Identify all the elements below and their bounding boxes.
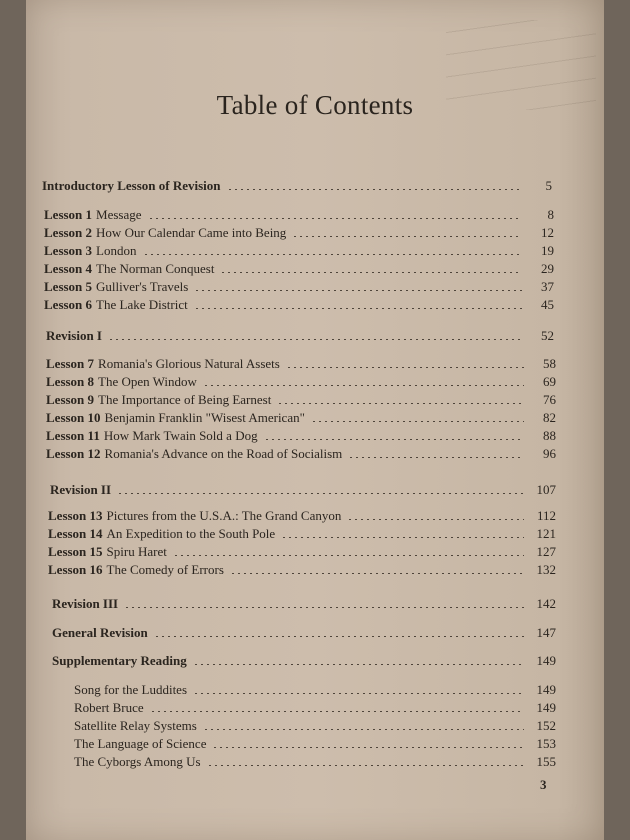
lesson-number: Lesson 11 (46, 428, 100, 443)
toc-entry (46, 328, 554, 344)
dot-leader (148, 218, 522, 219)
dot-leader (286, 367, 524, 368)
entry-page-number: 153 (536, 736, 556, 751)
lesson-number: Lesson 13 (48, 508, 103, 523)
dot-leader (193, 664, 524, 665)
entry-title: Introductory Lesson of Revision (42, 178, 221, 193)
toc-entry (44, 297, 554, 313)
lesson-number: Lesson 5 (44, 279, 93, 294)
dot-leader (264, 439, 524, 440)
entry-page-number: 45 (541, 297, 554, 312)
entry-page-number: 142 (536, 596, 556, 611)
dot-leader (230, 573, 524, 574)
toc-entry (74, 700, 556, 716)
dot-leader (227, 189, 520, 190)
lesson-number: Lesson 14 (48, 526, 103, 541)
entry-title: The Comedy of Errors (106, 562, 224, 577)
toc-entry (74, 736, 556, 752)
entry-page-number: 132 (536, 562, 556, 577)
dot-leader (203, 729, 524, 730)
toc-entry (44, 207, 554, 223)
dot-leader (143, 254, 523, 255)
dot-leader (203, 385, 524, 386)
entry-page-number: 121 (536, 526, 556, 541)
entry-title: Benjamin Franklin "Wisest American" (104, 410, 305, 425)
entry-page-number: 149 (536, 700, 556, 715)
dot-leader (150, 711, 524, 712)
toc-entry (44, 261, 554, 277)
dot-leader (173, 555, 524, 556)
lesson-number: Lesson 7 (46, 356, 95, 371)
page-number: 3 (540, 777, 547, 792)
toc-entry (46, 428, 556, 444)
entry-page-number: 96 (543, 446, 556, 461)
entry-title: Romania's Advance on the Road of Socialism (104, 446, 343, 461)
lesson-number: Lesson 12 (46, 446, 101, 461)
toc-entry (48, 526, 556, 542)
toc-entry (42, 178, 552, 194)
entry-page-number: 82 (543, 410, 556, 425)
lesson-number: Lesson 15 (48, 544, 103, 559)
entry-page-number: 52 (541, 328, 554, 343)
toc-entry (46, 392, 556, 408)
toc-entry (48, 508, 556, 524)
entry-page-number: 152 (536, 718, 556, 733)
entry-page-number: 107 (536, 482, 556, 497)
toc-entry (46, 356, 556, 372)
entry-title: The Lake District (96, 297, 188, 312)
entry-page-number: 19 (541, 243, 554, 258)
entry-page-number: 29 (541, 261, 554, 276)
toc-entry (74, 682, 556, 698)
dot-leader (277, 403, 524, 404)
dot-leader (194, 308, 522, 309)
entry-title: Revision I (46, 328, 102, 343)
entry-page-number: 155 (536, 754, 556, 769)
table-of-contents (26, 0, 604, 840)
toc-entry (74, 754, 556, 770)
toc-entry (46, 446, 556, 462)
entry-title: Supplementary Reading (52, 653, 187, 668)
lesson-number: Lesson 6 (44, 297, 93, 312)
page-title: Table of Contents (216, 90, 414, 120)
entry-title: The Norman Conquest (96, 261, 215, 276)
entry-title: Spiru Haret (106, 544, 167, 559)
entry-title: Pictures from the U.S.A.: The Grand Canyon (106, 508, 342, 523)
lesson-number: Lesson 1 (44, 207, 93, 222)
dot-leader (117, 493, 524, 494)
entry-title: Revision III (52, 596, 119, 611)
toc-entry (44, 279, 554, 295)
dot-leader (108, 339, 522, 340)
entry-page-number: 127 (536, 544, 556, 559)
lesson-number: Lesson 3 (44, 243, 93, 258)
entry-page-number: 112 (536, 508, 556, 523)
entry-title: Revision II (50, 482, 112, 497)
toc-entry (50, 482, 556, 498)
toc-entry (74, 718, 556, 734)
entry-title: The Open Window (98, 374, 197, 389)
entry-page-number: 149 (536, 653, 556, 668)
lesson-number: Lesson 9 (46, 392, 95, 407)
toc-entry (44, 243, 554, 259)
entry-page-number: 69 (543, 374, 556, 389)
dot-leader (154, 636, 524, 637)
entry-title: General Revision (52, 625, 148, 640)
entry-title: An Expedition to the South Pole (106, 526, 276, 541)
toc-entry (44, 225, 554, 241)
dot-leader (281, 537, 524, 538)
entry-page-number: 58 (543, 356, 556, 371)
entry-title: The Cyborgs Among Us (74, 754, 201, 769)
entry-page-number: 147 (536, 625, 556, 640)
entry-title: How Our Calendar Came into Being (96, 225, 287, 240)
entry-title: The Importance of Being Earnest (98, 392, 272, 407)
entry-title: London (96, 243, 137, 258)
dot-leader (347, 519, 524, 520)
lesson-number: Lesson 8 (46, 374, 95, 389)
dot-leader (124, 607, 524, 608)
entry-page-number: 12 (541, 225, 554, 240)
dot-leader (193, 693, 524, 694)
lesson-number: Lesson 2 (44, 225, 93, 240)
entry-title: Song for the Luddites (74, 682, 188, 697)
lesson-number: Lesson 16 (48, 562, 103, 577)
lesson-number: Lesson 4 (44, 261, 93, 276)
toc-entry (48, 544, 556, 560)
entry-title: Satellite Relay Systems (74, 718, 197, 733)
dot-leader (194, 290, 522, 291)
dot-leader (292, 236, 522, 237)
entry-title: Message (96, 207, 142, 222)
toc-entry (52, 596, 556, 612)
toc-entry (52, 625, 556, 641)
toc-entry (46, 410, 556, 426)
toc-entry (48, 562, 556, 578)
entry-title: Gulliver's Travels (96, 279, 189, 294)
dot-leader (311, 421, 524, 422)
toc-entry (52, 653, 556, 669)
entry-page-number: 88 (543, 428, 556, 443)
entry-page-number: 149 (536, 682, 556, 697)
entry-title: Robert Bruce (74, 700, 144, 715)
entry-title: How Mark Twain Sold a Dog (103, 428, 258, 443)
entry-page-number: 76 (543, 392, 556, 407)
entry-page-number: 8 (547, 207, 554, 222)
dot-leader (212, 747, 524, 748)
entry-title: Romania's Glorious Natural Assets (98, 356, 280, 371)
dot-leader (348, 457, 524, 458)
entry-title: The Language of Science (74, 736, 207, 751)
lesson-number: Lesson 10 (46, 410, 101, 425)
entry-page-number: 5 (545, 178, 552, 193)
book-page (26, 0, 604, 840)
toc-entry (46, 374, 556, 390)
dot-leader (220, 272, 522, 273)
dot-leader (207, 765, 524, 766)
entry-page-number: 37 (541, 279, 554, 294)
